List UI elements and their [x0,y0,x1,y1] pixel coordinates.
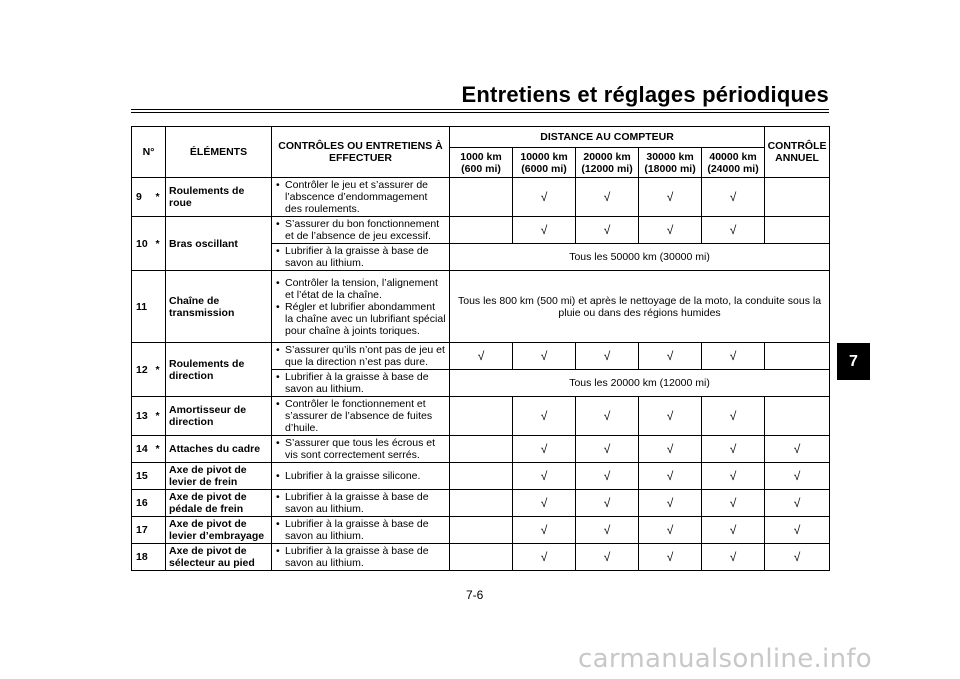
header-actions: CONTRÔLES OU ENTRETIENS À EFFECTUER [272,127,450,178]
row-action: • Lubrifier à la graisse silicone. [272,463,450,490]
title-underline [131,109,829,110]
table-row [132,343,830,370]
page-number: 7-6 [466,588,484,602]
check-mark: √ [639,463,702,490]
header-no: N° [132,127,166,178]
header-distance: DISTANCE AU COMPTEUR [450,127,765,148]
check-mark: √ [765,436,830,463]
watermark: carmanualsonline.info [578,644,873,674]
check-mark: √ [765,544,830,571]
table-row [132,517,830,544]
check-mark: √ [702,544,765,571]
check-mark: √ [639,217,702,244]
check-mark: √ [639,544,702,571]
row-element: Roulements de direction [166,343,272,397]
chapter-tab: 7 [837,343,870,380]
check-mark: √ [639,436,702,463]
check-cell [765,178,830,217]
row-star [156,490,166,517]
row-star: * [156,397,166,436]
header-annual: CONTRÔLE ANNUEL [765,127,830,178]
check-mark: √ [513,436,576,463]
check-mark: √ [513,343,576,370]
row-number: 15 [132,463,156,490]
table-row [132,217,830,244]
interval-note: Tous les 20000 km (12000 mi) [450,370,830,397]
row-action: • Contrôler le fonctionnement et s’assurer de l’absence de fuites d’huile. [272,397,450,436]
row-element: Axe de pivot de levier de frein [166,463,272,490]
check-mark: √ [576,490,639,517]
check-cell [450,217,513,244]
row-number: 11 [132,271,156,343]
row-element: Axe de pivot de sélecteur au pied [166,544,272,571]
row-element: Chaîne de transmission [166,271,272,343]
row-action: • Lubrifier à la graisse à base de savon au lithium. [272,370,450,397]
check-mark: √ [576,463,639,490]
row-star: * [156,178,166,217]
check-mark: √ [765,490,830,517]
row-number: 16 [132,490,156,517]
row-action: • Lubrifier à la graisse à base de savon au lithium. [272,490,450,517]
check-mark: √ [765,463,830,490]
check-cell [450,544,513,571]
interval-note: Tous les 800 km (500 mi) et après le nettoyage de la moto, la conduite sous la pluie ou dans des régions humides [450,271,830,343]
check-mark: √ [513,517,576,544]
row-action: • S’assurer du bon fonctionnement et de l’absence de jeu excessif. [272,217,450,244]
check-cell [765,397,830,436]
header-distance-2: 10000 km (6000 mi) [513,148,576,178]
check-mark: √ [639,517,702,544]
table-row [132,463,830,490]
row-element: Attaches du cadre [166,436,272,463]
row-number: 9 [132,178,156,217]
page-title: Entretiens et réglages périodiques [461,82,829,107]
check-cell [765,217,830,244]
row-number: 12 [132,343,156,397]
check-mark: √ [513,544,576,571]
header-distance-5: 40000 km (24000 mi) [702,148,765,178]
header-elements: ÉLÉMENTS [166,127,272,178]
check-mark: √ [702,490,765,517]
check-cell [450,397,513,436]
check-mark: √ [702,463,765,490]
row-action: • Lubrifier à la graisse à base de savon au lithium. [272,544,450,571]
title-underline-2 [131,112,829,113]
check-mark: √ [702,178,765,217]
header-distance-3: 20000 km (12000 mi) [576,148,639,178]
check-cell [450,517,513,544]
check-mark: √ [576,397,639,436]
check-cell [450,436,513,463]
row-element: Roulements de roue [166,178,272,217]
table-row [132,271,830,343]
row-star: * [156,217,166,271]
header-distance-4: 30000 km (18000 mi) [639,148,702,178]
check-mark: √ [639,397,702,436]
row-number: 18 [132,544,156,571]
check-cell [450,178,513,217]
check-cell [765,343,830,370]
check-mark: √ [702,343,765,370]
check-mark: √ [513,490,576,517]
row-action: • Lubrifier à la graisse à base de savon au lithium. [272,517,450,544]
check-mark: √ [513,397,576,436]
table-row [132,178,830,217]
row-action: • Lubrifier à la graisse à base de savon au lithium. [272,244,450,271]
row-number: 10 [132,217,156,271]
row-star: * [156,343,166,397]
check-mark: √ [576,544,639,571]
row-element: Amortisseur de direction [166,397,272,436]
row-action: • Contrôler la tension, l’alignement et l’état de la chaîne. • Régler et lubrifier abondamment la chaîne avec un lubrifiant spécial pour chaîne à joints toriques. [272,271,450,343]
header-distance-1: 1000 km (600 mi) [450,148,513,178]
check-mark: √ [765,517,830,544]
check-mark: √ [639,178,702,217]
check-mark: √ [702,217,765,244]
check-mark: √ [702,397,765,436]
row-number: 13 [132,397,156,436]
check-cell [450,490,513,517]
row-action: • S’assurer que tous les écrous et vis sont correctement serrés. [272,436,450,463]
row-element: Axe de pivot de pédale de frein [166,490,272,517]
row-number: 14 [132,436,156,463]
check-mark: √ [513,217,576,244]
check-mark: √ [513,178,576,217]
check-mark: √ [513,463,576,490]
check-mark: √ [576,343,639,370]
check-mark: √ [702,517,765,544]
check-mark: √ [576,178,639,217]
table-row [132,397,830,436]
check-mark: √ [576,436,639,463]
check-mark: √ [576,517,639,544]
row-number: 17 [132,517,156,544]
check-mark: √ [639,343,702,370]
row-element: Bras oscillant [166,217,272,271]
row-star [156,544,166,571]
check-mark: √ [450,343,513,370]
row-star [156,517,166,544]
row-star: * [156,436,166,463]
check-cell [450,463,513,490]
row-star [156,463,166,490]
row-action: • Contrôler le jeu et s’assurer de l’abscence d’endommagement des roulements. [272,178,450,217]
table-row [132,490,830,517]
check-mark: √ [702,436,765,463]
row-star [156,271,166,343]
check-mark: √ [639,490,702,517]
interval-note: Tous les 50000 km (30000 mi) [450,244,830,271]
table-row [132,544,830,571]
maintenance-table [131,126,830,571]
check-mark: √ [576,217,639,244]
table-row [132,436,830,463]
row-action: • S’assurer qu’ils n’ont pas de jeu et que la direction n’est pas dure. [272,343,450,370]
row-element: Axe de pivot de levier d’embrayage [166,517,272,544]
